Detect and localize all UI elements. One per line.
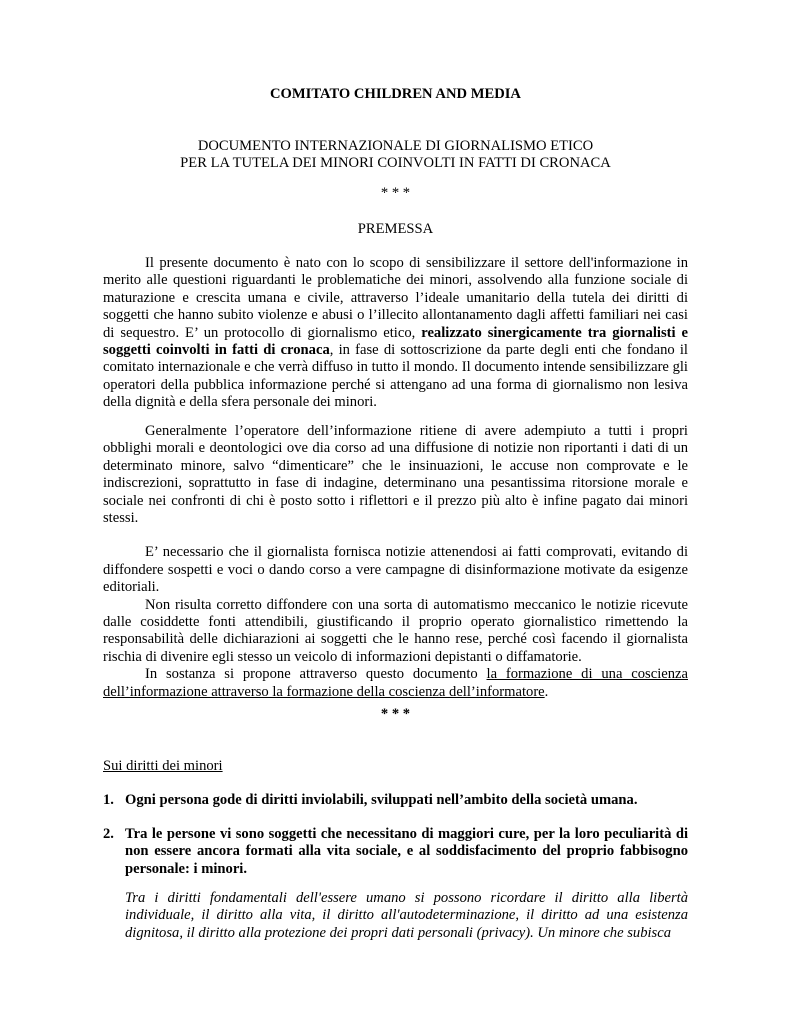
list-item-text: Ogni persona gode di diritti inviolabili, sviluppati nell’ambito della società umana. [125, 792, 638, 808]
sostanza-text-a: In sostanza si propone attraverso questo documento [145, 666, 487, 683]
paragraph-automatismo: Non risulta corretto diffondere con una sorta di automatismo meccanico le notizie ricevute dalle cosiddette fonti attendibili, giustificando il proprio operato giornalistico rimettendo la responsabilità delle dichiarazioni ai soggetti che le hanno rese, perché così facendo il giornalista rischia di divenire egli stesso un veicolo di informazioni depistanti o diffamatorie. [103, 596, 688, 665]
document-subtitle [103, 138, 688, 173]
list-item [103, 826, 688, 878]
separator-stars: * * * [380, 185, 411, 201]
intro-text-b: , in fase di sottoscrizione da parte degli enti che fondano il comitato internazionale e che verrà diffuso in tutto il mondo. Il documento intende sensibilizzare gli operatori della pubblica informazione perché si attengano ad una forma di giornalismo non lesiva della dignità e della sfera personale dei minori. [103, 342, 688, 411]
rights-note: Tra i diritti fondamentali dell'essere umano si possono ricordare il diritto alla libertà individuale, il diritto alla vita, il diritto all'autodeterminazione, il diritto ad una esistenza dignitosa, il diritto alla protezione dei propri dati personali (privacy). Un minore che subisca [125, 890, 688, 941]
paragraph-operatore: Generalmente l’operatore dell’informazione ritiene di avere adempiuto a tutti i propri obblighi morali e deontologici ove dia corso ad una diffusione di notizie non riportanti i dati di un determinato minore, salvo “dimenticare” che le insinuazioni, le accuse non comprovate e le indiscrezioni, soprattutto in fase di indagine, determinano una pesantissima ritorsione morale e sociale nei confronti di chi è posto sotto i riflettori e il prezzo più alto è infine pagato dai minori stessi. [103, 423, 688, 527]
paragraph-necessario: E’ necessario che il giornalista fornisca notizie attenendosi ai fatti comprovati, evitando di diffondere sospetti e voci o dando corso a vere campagne di disinformazione motivate da esigenze editoriali. [103, 544, 688, 596]
sostanza-text-b: . [544, 683, 549, 700]
paragraph-sostanza [103, 666, 688, 701]
premessa-body [103, 423, 688, 701]
section-heading-diritti: Sui diritti dei minori [103, 758, 223, 774]
paragraph-intro [103, 255, 688, 412]
sostanza-text-underline: la formazione di una coscienza dell’informazione attraverso la formazione della coscienza dell’informatore [103, 666, 688, 700]
rights-list-2 [103, 826, 688, 878]
intro-text-a: Il presente documento è nato con lo scopo di sensibilizzare il settore dell'informazione in merito alle questioni riguardanti le problematiche dei minori, assolvendo alla funzione sociale di maturazione e crescita umana e civile, attraverso l’ideale umanitario della tutela dei diritti di soggetti che hanno subito violenze e abusi o l’illecito allontanamento dagli affetti familiari nei casi di sequestro. E’ un protocollo di giornalismo etico, [103, 255, 688, 341]
separator-stars-2: * * * [380, 706, 411, 722]
subtitle-line-1: DOCUMENTO INTERNAZIONALE DI GIORNALISMO ETICO [197, 138, 594, 154]
section-heading-premessa: PREMESSA [357, 221, 434, 237]
list-item-number: 2. [103, 826, 114, 842]
list-item [103, 792, 688, 809]
intro-text-bold: realizzato sinergicamente tra giornalisti e soggetti coinvolti in fatti di cronaca [103, 324, 688, 359]
subtitle-line-2: PER LA TUTELA DEI MINORI COINVOLTI IN FATTI DI CRONACA [180, 155, 611, 172]
rights-list-1 [103, 792, 688, 809]
list-item-text: Tra le persone vi sono soggetti che necessitano di maggiori cure, per la loro peculiarità di non essere ancora formati alla vita sociale, e al soddisfacimento del proprio fabbisogno personale: i minori. [125, 826, 688, 877]
list-item-number: 1. [103, 792, 114, 808]
document-title: COMITATO CHILDREN AND MEDIA [270, 86, 521, 102]
